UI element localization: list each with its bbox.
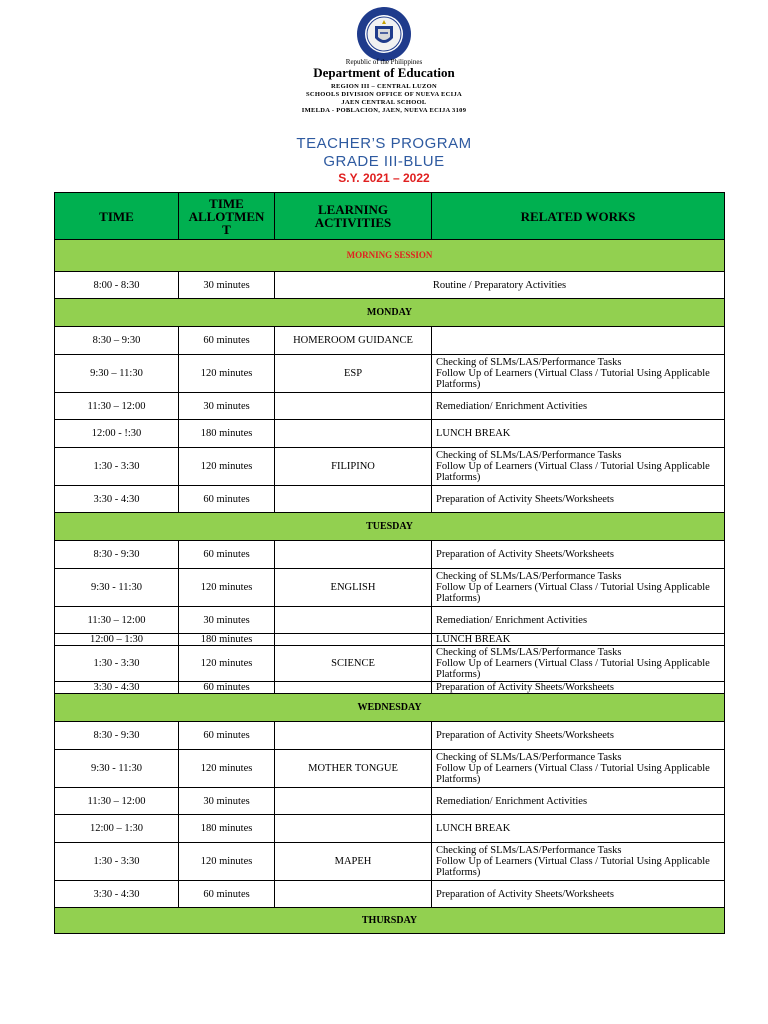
column-header-activities: LEARNING ACTIVITIES	[275, 193, 432, 240]
works-cell: Remediation/ Enrichment Activities	[432, 788, 725, 815]
allotment-cell: 120 minutes	[179, 750, 275, 788]
session-row	[55, 240, 725, 272]
time-cell: 11:30 – 12:00	[55, 788, 179, 815]
activity-cell	[275, 722, 432, 750]
allotment-cell: 180 minutes	[179, 634, 275, 646]
table-row	[55, 569, 725, 607]
allotment-cell: 60 minutes	[179, 881, 275, 908]
time-cell: 3:30 - 4:30	[55, 881, 179, 908]
activity-cell	[275, 420, 432, 448]
works-cell: Preparation of Activity Sheets/Worksheets	[432, 881, 725, 908]
division-line: SCHOOLS DIVISION OFFICE OF NUEVA ECIJA	[305, 91, 463, 98]
table-row	[55, 607, 725, 634]
time-cell: 1:30 - 3:30	[55, 448, 179, 486]
works-cell: LUNCH BREAK	[432, 815, 725, 843]
time-cell: 9:30 - 11:30	[55, 569, 179, 607]
activity-cell	[275, 881, 432, 908]
teacher-program-table	[54, 192, 725, 934]
allotment-cell: 30 minutes	[179, 607, 275, 634]
table-row	[55, 843, 725, 881]
activity-cell	[275, 541, 432, 569]
day-row	[55, 908, 725, 934]
day-row	[55, 299, 725, 327]
time-cell: 9:30 – 11:30	[55, 355, 179, 393]
activity-cell	[275, 486, 432, 513]
column-header-time: TIME	[55, 193, 179, 240]
table-row	[55, 788, 725, 815]
activity-cell	[275, 788, 432, 815]
allotment-cell: 120 minutes	[179, 448, 275, 486]
allotment-cell: 60 minutes	[179, 327, 275, 355]
column-header-works: RELATED WORKS	[432, 193, 725, 240]
time-cell: 12:00 – 1:30	[55, 815, 179, 843]
day-label: THURSDAY	[55, 908, 725, 934]
republic-label: Republic of the Philippines	[345, 58, 423, 66]
works-cell: Checking of SLMs/LAS/Performance Tasks Follow Up of Learners (Virtual Class / Tutorial Using Applicable Platforms)	[432, 355, 725, 393]
activity-cell	[275, 607, 432, 634]
address-line: IMELDA - POBLACION, JAEN, NUEVA ECIJA 3109	[301, 107, 467, 114]
table-row	[55, 393, 725, 420]
allotment-cell: 120 minutes	[179, 569, 275, 607]
table-row	[55, 327, 725, 355]
works-cell: LUNCH BREAK	[432, 420, 725, 448]
allotment-cell: 30 minutes	[179, 272, 275, 299]
allotment-cell: 60 minutes	[179, 682, 275, 694]
time-cell: 8:30 - 9:30	[55, 541, 179, 569]
morning-session-label: MORNING SESSION	[55, 240, 725, 272]
deped-seal-logo	[356, 6, 412, 62]
activity-cell	[275, 634, 432, 646]
works-cell: Preparation of Activity Sheets/Worksheets	[432, 486, 725, 513]
allotment-cell: 120 minutes	[179, 355, 275, 393]
time-cell: 1:30 - 3:30	[55, 646, 179, 682]
day-label: TUESDAY	[55, 513, 725, 541]
table-row	[55, 355, 725, 393]
table-row	[55, 750, 725, 788]
time-cell: 11:30 – 12:00	[55, 393, 179, 420]
program-title: TEACHER’S PROGRAM	[296, 135, 472, 152]
time-cell: 1:30 - 3:30	[55, 843, 179, 881]
activity-cell: ESP	[275, 355, 432, 393]
column-header-allotment: TIME ALLOTMEN T	[179, 193, 275, 240]
works-cell: Preparation of Activity Sheets/Worksheets	[432, 541, 725, 569]
allotment-cell: 60 minutes	[179, 541, 275, 569]
day-row	[55, 694, 725, 722]
works-cell: Preparation of Activity Sheets/Worksheets	[432, 682, 725, 694]
time-cell: 9:30 - 11:30	[55, 750, 179, 788]
table-header-row	[55, 193, 725, 240]
time-cell: 8:30 – 9:30	[55, 327, 179, 355]
table-row	[55, 646, 725, 682]
activity-cell: HOMEROOM GUIDANCE	[275, 327, 432, 355]
table-row	[55, 541, 725, 569]
allotment-cell: 180 minutes	[179, 420, 275, 448]
time-cell: 11:30 – 12:00	[55, 607, 179, 634]
time-cell: 12:00 - !:30	[55, 420, 179, 448]
school-line: JAEN CENTRAL SCHOOL	[341, 99, 427, 106]
time-cell: 12:00 – 1:30	[55, 634, 179, 646]
works-cell: Checking of SLMs/LAS/Performance Tasks Follow Up of Learners (Virtual Class / Tutorial Using Applicable Platforms)	[432, 569, 725, 607]
allotment-cell: 120 minutes	[179, 843, 275, 881]
works-cell	[432, 327, 725, 355]
table-row	[55, 272, 725, 299]
works-cell: Checking of SLMs/LAS/Performance Tasks Follow Up of Learners (Virtual Class / Tutorial Using Applicable Platforms)	[432, 750, 725, 788]
activity-cell: MAPEH	[275, 843, 432, 881]
works-cell: Remediation/ Enrichment Activities	[432, 607, 725, 634]
activity-cell	[275, 393, 432, 420]
allotment-cell: 60 minutes	[179, 722, 275, 750]
time-cell: 3:30 - 4:30	[55, 486, 179, 513]
allotment-cell: 30 minutes	[179, 393, 275, 420]
activity-cell: SCIENCE	[275, 646, 432, 682]
allotment-cell: 30 minutes	[179, 788, 275, 815]
time-cell: 8:00 - 8:30	[55, 272, 179, 299]
works-cell: Checking of SLMs/LAS/Performance Tasks Follow Up of Learners (Virtual Class / Tutorial Using Applicable Platforms)	[432, 646, 725, 682]
table-row	[55, 634, 725, 646]
activity-cell	[275, 682, 432, 694]
table-row	[55, 722, 725, 750]
school-year: S.Y. 2021 – 2022	[338, 171, 430, 185]
activity-cell: FILIPINO	[275, 448, 432, 486]
works-cell: Checking of SLMs/LAS/Performance Tasks Follow Up of Learners (Virtual Class / Tutorial Using Applicable Platforms)	[432, 448, 725, 486]
activity-cell	[275, 815, 432, 843]
table-row	[55, 682, 725, 694]
allotment-cell: 120 minutes	[179, 646, 275, 682]
grade-section: GRADE III-BLUE	[323, 153, 445, 170]
works-cell: LUNCH BREAK	[432, 634, 725, 646]
day-label: MONDAY	[55, 299, 725, 327]
table-row	[55, 486, 725, 513]
works-cell: Routine / Preparatory Activities	[275, 272, 725, 299]
day-label: WEDNESDAY	[55, 694, 725, 722]
table-row	[55, 815, 725, 843]
works-cell: Remediation/ Enrichment Activities	[432, 393, 725, 420]
works-cell: Preparation of Activity Sheets/Worksheets	[432, 722, 725, 750]
works-cell: Checking of SLMs/LAS/Performance Tasks Follow Up of Learners (Virtual Class / Tutorial Using Applicable Platforms)	[432, 843, 725, 881]
activity-cell: ENGLISH	[275, 569, 432, 607]
allotment-cell: 180 minutes	[179, 815, 275, 843]
allotment-cell: 60 minutes	[179, 486, 275, 513]
time-cell: 8:30 - 9:30	[55, 722, 179, 750]
day-row	[55, 513, 725, 541]
time-cell: 3:30 - 4:30	[55, 682, 179, 694]
table-row	[55, 881, 725, 908]
department-name: Department of Education	[313, 65, 455, 80]
region-line: REGION III – CENTRAL LUZON	[330, 83, 438, 90]
table-row	[55, 420, 725, 448]
table-row	[55, 448, 725, 486]
activity-cell: MOTHER TONGUE	[275, 750, 432, 788]
